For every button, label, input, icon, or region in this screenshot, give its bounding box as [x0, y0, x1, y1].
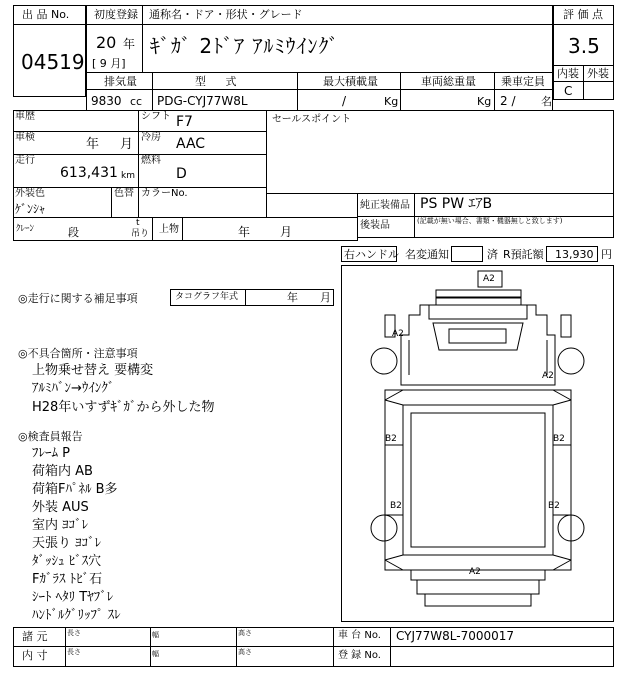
- inspector-line: 外装 AUS: [32, 500, 89, 515]
- crane-stage: 段: [68, 226, 79, 239]
- interior-grade: C: [564, 84, 573, 98]
- inspector-line: ｼｰﾄ ﾍﾀﾘ Tﾔﾌﾞﾚ: [32, 590, 114, 605]
- crane-t: t: [136, 218, 140, 228]
- crane-label: ｸﾚｰﾝ: [16, 224, 35, 234]
- chassis-number: CYJ77W8L-7000017: [396, 629, 515, 643]
- crane-hook: 吊り: [131, 229, 150, 239]
- mileage-unit: km: [121, 171, 135, 181]
- damage-a2-upper-left: A2: [392, 329, 404, 339]
- lift-month: 月: [280, 225, 293, 239]
- ac-value: AAC: [176, 136, 206, 152]
- displacement-unit: cc: [130, 95, 143, 108]
- aftermarket-label: 後装品: [360, 220, 390, 231]
- color-code-label: カラーNo.: [141, 188, 188, 199]
- crane-box: [13, 217, 358, 241]
- aftermarket-note: (記載が無い場合、書類・機器無しと致します): [417, 217, 563, 225]
- defect-title: ◎不具合箇所・注意事項: [18, 347, 138, 360]
- inspector-line: ﾊﾝﾄﾞﾙｸﾞﾘｯﾌﾟ ｽﾚ: [32, 608, 121, 623]
- inspection-year: 年: [86, 137, 100, 152]
- color-box: [13, 187, 267, 218]
- damage-b2-right: B2: [553, 434, 565, 444]
- lot-label: 出 品 No.: [22, 8, 70, 21]
- r-deposit-label: R預託額: [503, 248, 544, 261]
- displacement-label: 排気量: [104, 75, 137, 88]
- inspection-label: 車検: [15, 132, 35, 143]
- color-label: 外装色: [15, 188, 45, 199]
- registration-label: 登 録 No.: [338, 650, 381, 661]
- inner-label: 内 寸: [22, 649, 48, 662]
- inspector-line: 天張り ﾖｺﾞﾚ: [32, 536, 102, 551]
- defect-line: 上物乗せ替え 要構変: [32, 363, 154, 378]
- exterior-label: 外装: [587, 67, 609, 80]
- first-reg-year: 20: [96, 33, 117, 52]
- max-load-label: 最大積載量: [323, 75, 378, 88]
- inspector-line: ﾌﾚｰﾑ P: [32, 446, 70, 461]
- inspector-line: ﾀﾞｯｼｭ ﾋﾞｽ穴: [32, 554, 102, 569]
- shift-value: F7: [176, 114, 193, 130]
- inspector-line: 荷箱Fﾊﾟﾈﾙ B多: [32, 482, 118, 497]
- defect-line: H28年いすずｷﾞｶﾞから外した物: [32, 400, 215, 415]
- damage-a2-bottom: A2: [469, 567, 481, 577]
- name-change-label: 名変通知: [405, 248, 449, 261]
- damage-b2-lower-right: B2: [548, 501, 560, 511]
- tacho-label: タコグラフ年式: [175, 292, 239, 302]
- first-reg-label: 初度登録: [94, 8, 138, 21]
- fuel-label: 燃料: [141, 155, 161, 166]
- drive-notes-title: ◎走行に関する補足事項: [18, 292, 138, 305]
- displacement-value: 9830: [91, 94, 122, 108]
- year-unit: 年: [123, 37, 136, 51]
- equipment-value: PS PW ｴｱB: [420, 196, 493, 212]
- score-value: 3.5: [568, 34, 600, 58]
- inspector-line: 荷箱内 AB: [32, 464, 93, 479]
- name-change-box: [451, 246, 483, 262]
- width-label: 幅: [152, 650, 159, 658]
- footer-box: [13, 627, 614, 667]
- tacho-year: 年: [287, 291, 298, 304]
- color-no-label: 色替: [114, 188, 134, 199]
- r-unit: 円: [601, 248, 612, 261]
- interior-label: 内装: [557, 67, 579, 80]
- lot-number: 04519: [21, 50, 85, 74]
- inspection-month: 月: [120, 137, 134, 152]
- capacity-label: 乗車定員: [501, 75, 545, 88]
- shift-label: シフト: [141, 111, 171, 122]
- gross-weight-unit: Kg: [477, 95, 492, 108]
- ac-label: 冷房: [141, 132, 161, 143]
- steering-value: 右ハンドル: [344, 248, 399, 261]
- detail-box: [13, 110, 267, 188]
- max-load-slash: /: [342, 94, 347, 108]
- height-label: 高さ: [238, 629, 252, 637]
- r-amount: 13,930: [555, 248, 594, 261]
- specs-label: 諸 元: [22, 630, 48, 643]
- chassis-label: 車 台 No.: [338, 630, 381, 641]
- gross-weight-label: 車両総重量: [421, 75, 476, 88]
- history-label: 車歴: [15, 111, 35, 122]
- equipment-label: 純正装備品: [360, 200, 410, 211]
- capacity-value: 2 /: [500, 94, 516, 108]
- capacity-unit: 名: [541, 95, 552, 108]
- inspector-title: ◎検査員報告: [18, 430, 83, 443]
- model-code: PDG-CYJ77W8L: [157, 94, 248, 108]
- height-label: 高さ: [238, 648, 252, 656]
- sales-point-label: セールスポイント: [272, 114, 352, 125]
- length-label: 長さ: [67, 648, 81, 656]
- fuel-value: D: [176, 166, 187, 182]
- lift-label: 上物: [159, 224, 179, 235]
- color-value: ｹﾞﾝｼｬ: [15, 202, 46, 216]
- score-label: 評 価 点: [563, 8, 603, 21]
- mileage-label: 走行: [15, 155, 35, 166]
- completed-label: 済: [487, 248, 498, 261]
- mileage-value: 613,431: [60, 165, 118, 181]
- vehicle-name: ｷﾞｶﾞ 2ﾄﾞｱ ｱﾙﾐｳｲﾝｸﾞ: [150, 34, 340, 58]
- damage-a2-top: A2: [483, 274, 495, 284]
- name-label: 通称名・ドア・形状・グレード: [149, 8, 303, 21]
- inspector-line: Fｶﾞﾗｽ ﾄﾋﾞ石: [32, 572, 103, 587]
- damage-b2-lower-left: B2: [390, 501, 402, 511]
- max-load-unit: Kg: [384, 95, 399, 108]
- defect-line: ｱﾙﾐﾊﾞﾝ→ｳｲﾝｸﾞ: [32, 381, 115, 396]
- length-label: 長さ: [67, 629, 81, 637]
- damage-b2-left: B2: [385, 434, 397, 444]
- width-label: 幅: [152, 631, 159, 639]
- damage-a2-mid-right: A2: [542, 371, 554, 381]
- model-label: 型 式: [195, 75, 245, 88]
- tacho-month: 月: [320, 291, 331, 304]
- first-reg-month: [ 9 月]: [92, 57, 126, 70]
- lift-year: 年: [238, 225, 251, 239]
- inspector-line: 室内 ﾖｺﾞﾚ: [32, 518, 89, 533]
